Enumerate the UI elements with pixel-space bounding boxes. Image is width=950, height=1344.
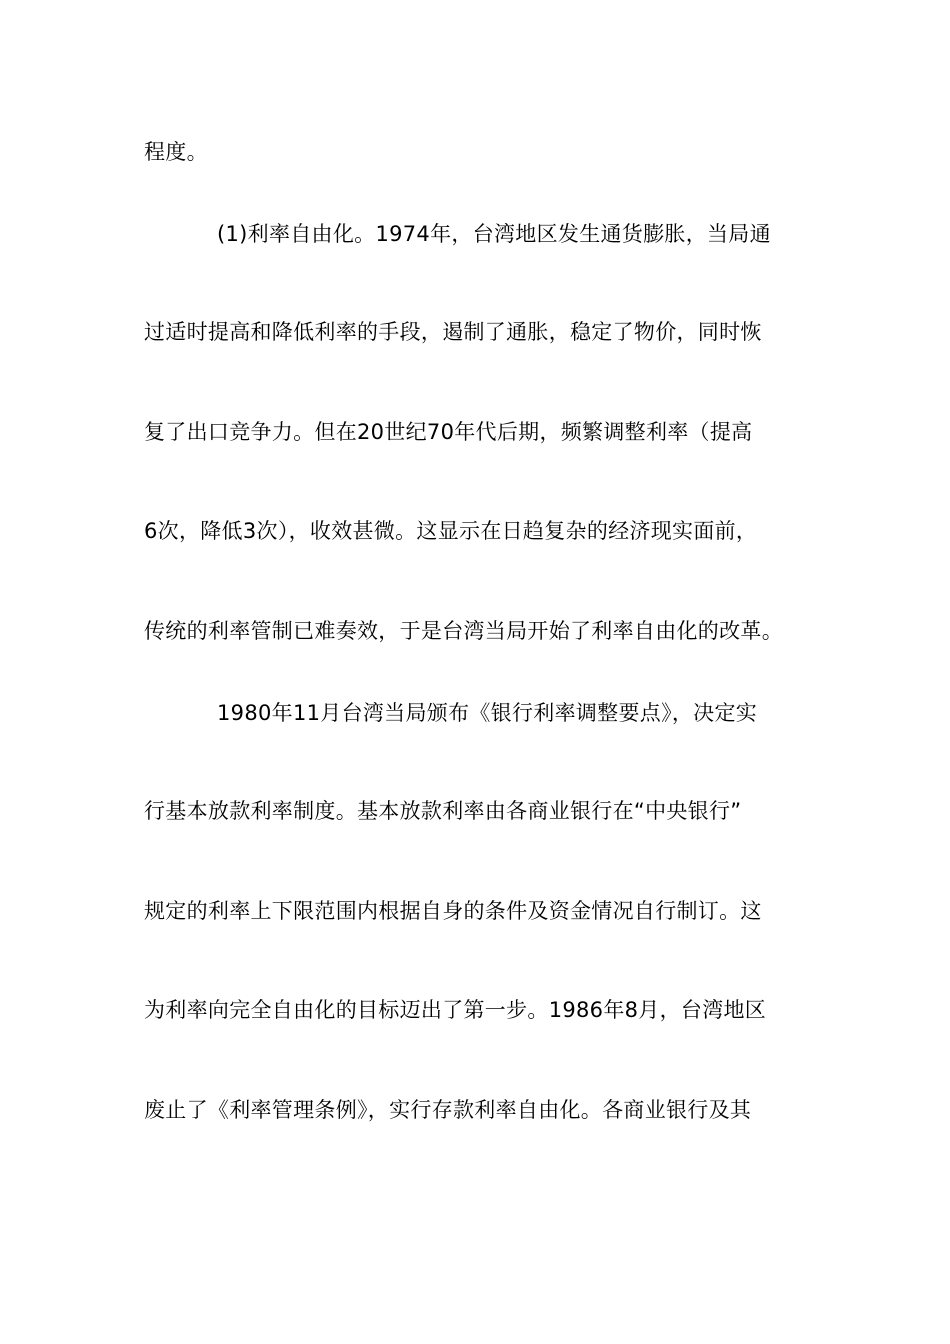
text-line-11: 废止了《利率管理条例》，实行存款利率自由化。各商业银行及其: [144, 1098, 752, 1122]
text-line-6: 传统的利率管制已难奏效，于是台湾当局开始了利率自由化的改革。: [144, 619, 783, 643]
text-line-5: 6次，降低3次），收效甚微。这显示在日趋复杂的经济现实面前，: [144, 519, 758, 543]
text-line-1: 程度。: [144, 140, 208, 164]
text-line-3: 过适时提高和降低利率的手段，遏制了通胀，稳定了物价，同时恢: [144, 320, 762, 344]
text-line-9: 规定的利率上下限范围内根据自身的条件及资金情况自行制订。这: [144, 899, 762, 923]
text-line-2: (1)利率自由化。1974年，台湾地区发生通货膨胀，当局通: [217, 222, 771, 246]
text-line-7: 1980年11月台湾当局颁布《银行利率调整要点》，决定实: [217, 701, 758, 725]
text-line-10: 为利率向完全自由化的目标迈出了第一步。1986年8月，台湾地区: [144, 998, 767, 1022]
text-line-8: 行基本放款利率制度。基本放款利率由各商业银行在“中央银行”: [144, 799, 742, 823]
text-line-4: 复了出口竞争力。但在20世纪70年代后期，频繁调整利率（提高: [144, 420, 753, 444]
